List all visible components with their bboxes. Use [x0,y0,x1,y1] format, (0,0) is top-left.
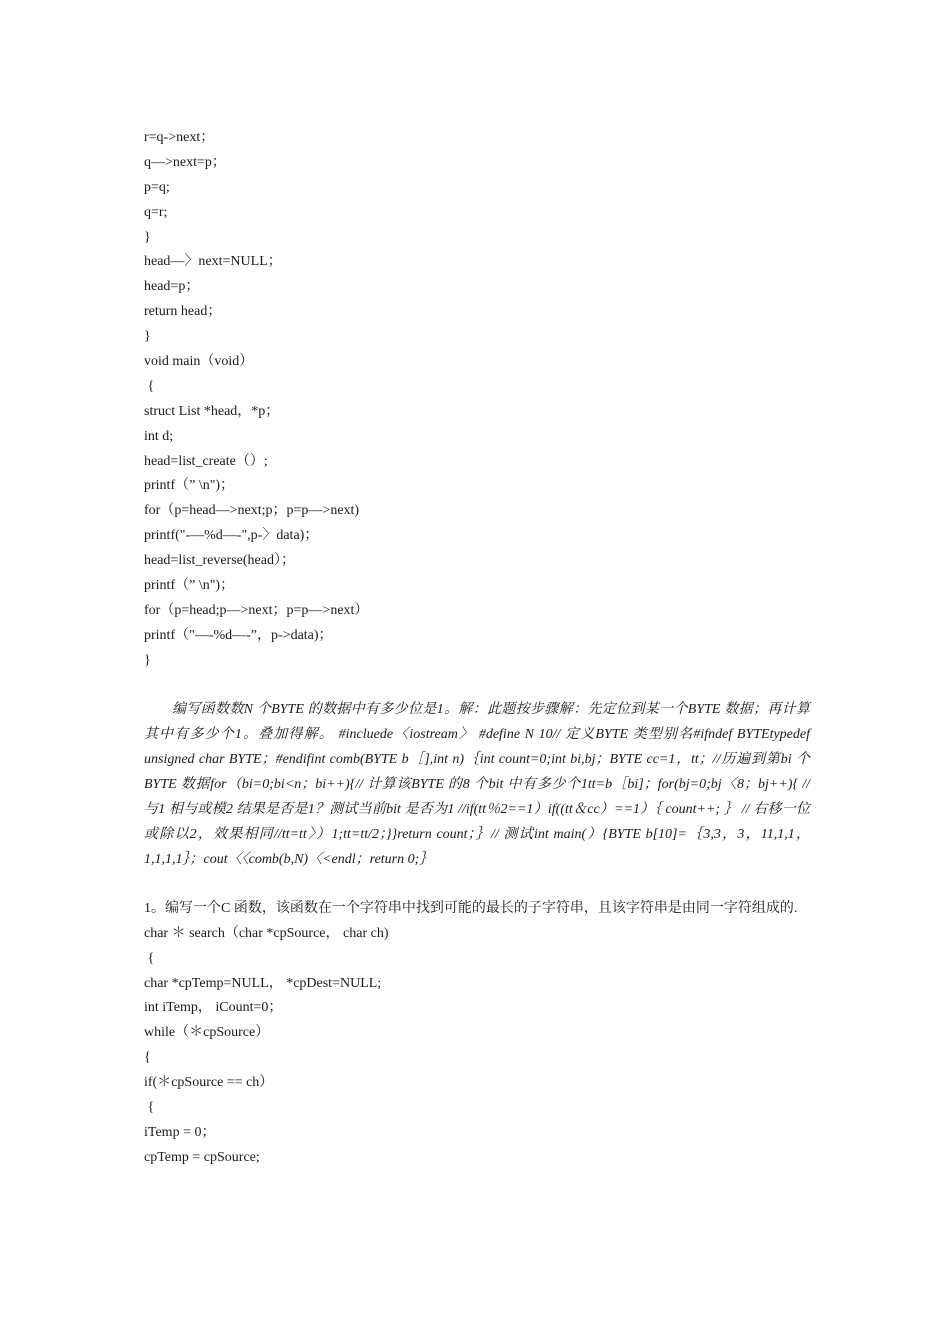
code-line: for（p=head—>next;p；p=p—>next) [144,503,360,519]
code-line: { [144,1050,151,1066]
code-line: printf（” \n")； [144,578,235,594]
code-line: printf（” \n")； [144,478,235,494]
code-line: char ＊ search（char *cpSource， char ch) [144,925,389,941]
code-line: cpTemp = cpSource; [144,1149,260,1165]
code-line: struct List *head，*p； [144,403,280,419]
code-line: head=list_reverse(head）； [144,553,295,569]
code-line: { [144,378,155,394]
code-line: q—>next=p； [144,154,226,170]
code-block-search [144,922,810,1171]
code-line: int iTemp， iCount=0； [144,1000,283,1016]
code-line: { [144,1099,155,1115]
code-line: printf（"—-%d—-”，p->data)； [144,627,333,643]
code-line: char *cpTemp=NULL， *cpDest=NULL; [144,975,382,991]
code-line: return head； [144,304,222,320]
code-line: while（＊cpSource） [144,1025,270,1041]
document-page [144,126,810,1171]
spacer [144,873,810,885]
code-line: r=q->next； [144,130,215,145]
paragraph-byte-count: 编写函数数N 个BYTE 的数据中有多少位是1。解：此题按步骤解：先定位到某一个BYTE 数据；再计算其中有多少个1。叠加得解。 #incluede〈iostream〉 #define N 10// 定义BYTE 类型别名#ifndef BYTEtypedef unsigned char BYTE；#endifint comb(BYTE b［],int n)｛int count=0;int bi,bj；BYTE cc=1，tt；//历遍到第bi 个BYTE 数据for（bi=0;bi<n；bi++){// 计算该BYTE 的8 个bit 中有多少个1tt=b［bi]；for(bj=0;bj〈8；bj++){ // 与1 相与或模2 结果是否是1？测试当前bit 是否为1 //if(tt％2==1）if((tt＆cc）==1）｛ count++; ｝ // 右移一位或除以2，效果相同//tt=tt〉）1;tt=tt/2；}}return count；｝// 测试int main(）{BYTE b[10]=｛3,3，3，11,1,1，1,1,1,1｝；cout〈〈comb(b,N)〈<endl；return 0;｝ [144,702,810,867]
code-line: { [144,950,155,966]
spacer [144,885,810,897]
code-line: head=p； [144,279,200,295]
code-line: head—〉next=NULL； [144,254,282,270]
spacer [144,674,810,699]
code-line: printf("-—%d—-",p-〉data)； [144,528,319,544]
code-line: if(＊cpSource == ch） [144,1075,274,1091]
code-line: } [144,329,151,345]
code-line: for（p=head;p—>next；p=p—>next） [144,602,369,618]
code-line: p=q; [144,179,170,195]
code-line: void main（void） [144,354,254,370]
code-block-reverse-list [144,126,810,674]
code-line: } [144,229,151,245]
code-line: q=r; [144,204,168,220]
code-line: int d; [144,428,174,444]
code-line: iTemp = 0； [144,1124,216,1140]
paragraph-task-heading: 1。编写一个C 函数，该函数在一个字符串中找到可能的最长的子字符串，且该字符串是由同一字符组成的. [144,900,798,916]
code-line: head=list_create（）; [144,453,268,469]
code-line: } [144,652,151,668]
